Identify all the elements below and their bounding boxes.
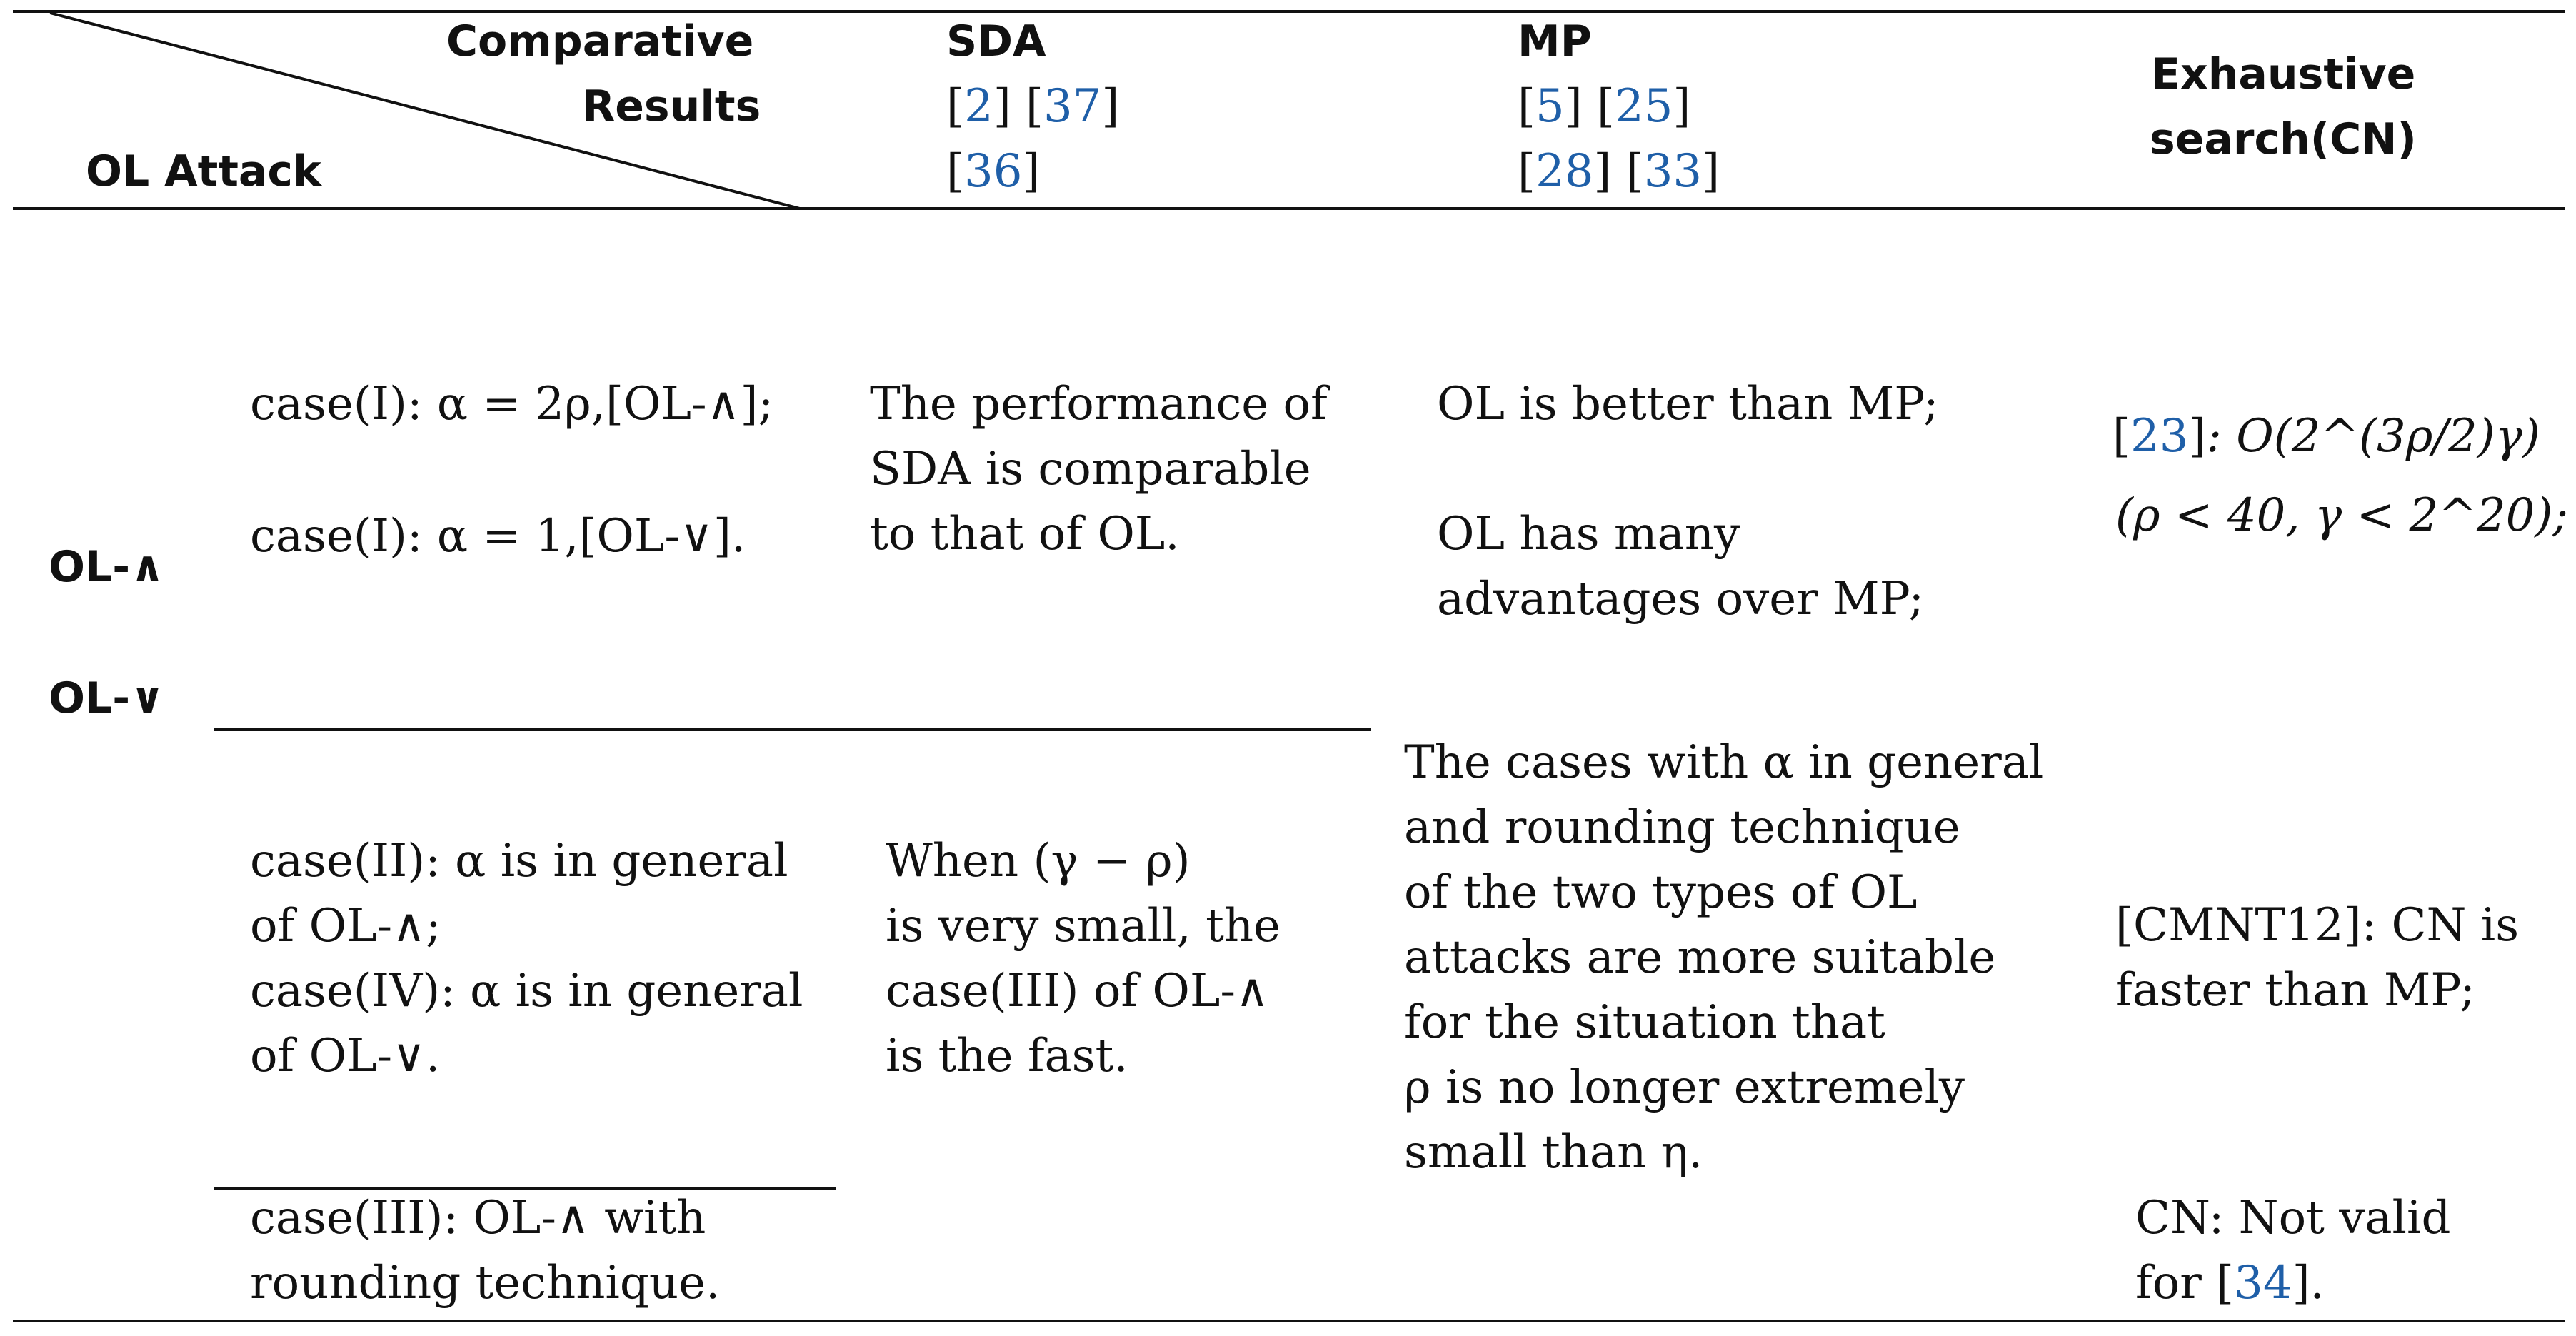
row1-sda-1: The performance of	[870, 378, 1328, 431]
row2-sda-3: case(III) of OL-∧	[886, 965, 1269, 1018]
ref-link[interactable]: 2	[963, 80, 993, 133]
header-ol-attack: OL Attack	[86, 146, 321, 196]
header-mp-refs-1: [5] [25]	[1518, 80, 1691, 133]
ref-link[interactable]: 28	[1535, 145, 1594, 198]
header-mp: MP	[1518, 16, 1592, 66]
ref-link[interactable]: 36	[963, 145, 1023, 198]
row2-mp-3: of the two types of OL	[1404, 866, 1918, 919]
row2-case-4: of OL-∨.	[250, 1030, 441, 1083]
row1-mp-b-1: OL has many	[1437, 508, 1740, 561]
row1-mp-b-2: advantages over MP;	[1437, 573, 1924, 626]
header-sda-refs-2: [36]	[946, 145, 1041, 198]
row2-sda-2: is very small, the	[886, 900, 1281, 953]
header-exhaustive: Exhaustive	[2151, 49, 2416, 99]
row1-sda-3: to that of OL.	[870, 508, 1180, 561]
row1-mp-a: OL is better than MP;	[1437, 378, 1939, 431]
row1-exhaustive-formula: [23]: O(2^(3ρ/2)γ)	[2113, 410, 2540, 463]
row2-mp-4: attacks are more suitable	[1404, 931, 1996, 984]
header-results: Results	[582, 81, 761, 131]
row2-case-2: of OL-∧;	[250, 900, 441, 953]
row1-sda-2: SDA is comparable	[870, 443, 1311, 496]
row2-mp-1: The cases with α in general	[1404, 736, 2044, 789]
row1-exhaustive-condition: (ρ < 40, γ < 2^20);	[2115, 489, 2568, 542]
header-sda-refs-1: [2] [37]	[946, 80, 1120, 133]
row1-case-b: case(I): α = 1,[OL-∨].	[250, 510, 746, 563]
ref-link[interactable]: 33	[1643, 145, 1703, 198]
ref-link[interactable]: 5	[1535, 80, 1565, 133]
row2-mp-2: and rounding technique	[1404, 801, 1960, 854]
header-comparative: Comparative	[446, 16, 754, 66]
row3-exhaustive-1: CN: Not valid	[2135, 1192, 2451, 1245]
row2-case-3: case(IV): α is in general	[250, 965, 803, 1018]
row-label-ol-or: OL-∨	[49, 673, 165, 723]
row2-exhaustive-1: [CMNT12]: CN is	[2115, 899, 2520, 952]
ref-link[interactable]: 23	[2130, 410, 2189, 463]
row1-case-a: case(I): α = 2ρ,[OL-∧];	[250, 378, 773, 431]
row2-exhaustive-2: faster than MP;	[2115, 964, 2475, 1017]
row2-mp-6: ρ is no longer extremely	[1404, 1061, 1965, 1114]
row3-case-2: rounding technique.	[250, 1257, 721, 1310]
row2-mp-7: small than η.	[1404, 1126, 1703, 1179]
row2-mp-5: for the situation that	[1404, 996, 1885, 1049]
row2-case-1: case(II): α is in general	[250, 835, 788, 888]
header-sda: SDA	[946, 16, 1046, 66]
header-mp-refs-2: [28] [33]	[1518, 145, 1720, 198]
ref-link[interactable]: 34	[2234, 1257, 2292, 1310]
row3-exhaustive-2: for [34].	[2135, 1257, 2325, 1310]
ref-link[interactable]: 37	[1043, 80, 1102, 133]
row2-sda-4: is the fast.	[886, 1030, 1128, 1083]
header-search-cn: search(CN)	[2150, 114, 2417, 164]
row3-case-1: case(III): OL-∧ with	[250, 1192, 706, 1245]
ref-link[interactable]: 25	[1614, 80, 1673, 133]
row-label-ol-and: OL-∧	[49, 542, 165, 592]
row2-sda-1: When (γ − ρ)	[886, 835, 1191, 888]
